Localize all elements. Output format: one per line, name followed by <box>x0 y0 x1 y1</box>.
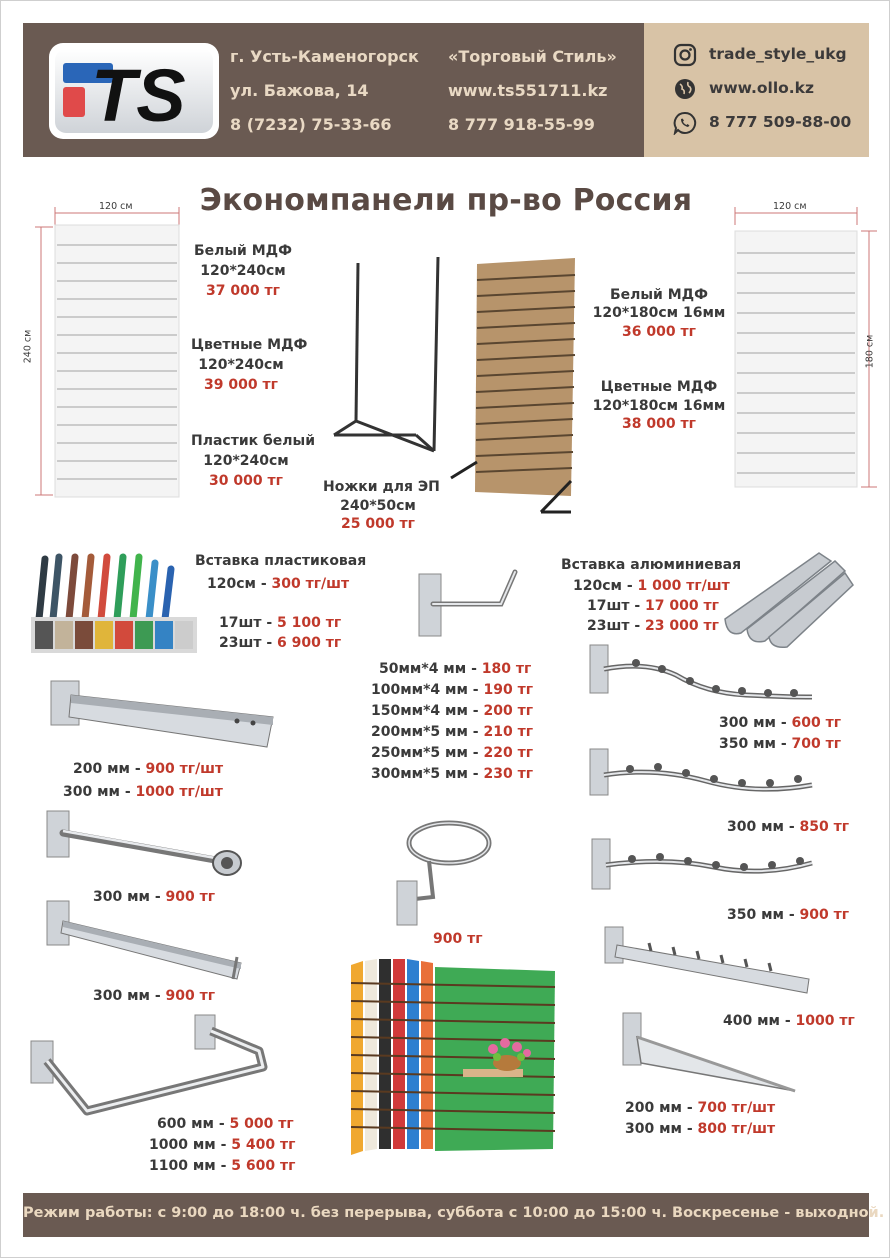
waterfall2-price: 850 тг <box>799 819 850 835</box>
shelf-line1-label: 200 мм - <box>73 761 146 777</box>
right-panel-width-label: 120 см <box>773 201 807 212</box>
u-bracket-line1-label: 600 мм - <box>157 1116 230 1132</box>
u-bracket-line2-price: 5 400 тг <box>231 1137 296 1153</box>
header-street: ул. Бажова, 14 <box>230 81 369 100</box>
waterfall-bracket-1-image <box>586 641 818 711</box>
alu-line3-label: 23шт - <box>587 618 646 634</box>
waterfall1-line2-price: 700 тг <box>791 736 842 752</box>
wood-panel-image <box>441 256 581 516</box>
u-bracket-line3-label: 1100 мм - <box>149 1158 232 1174</box>
left-panel-width-label: 120 см <box>99 201 133 212</box>
plastic-line2-price: 5 100 тг <box>277 615 342 631</box>
plastic-line1-price: 300 тг/шт <box>271 576 350 592</box>
waterfall1-line1-price: 600 тг <box>791 715 842 731</box>
alu-line2-price: 17 000 тг <box>645 598 719 614</box>
rect-bracket-price: 900 тг <box>165 988 216 1004</box>
left-item2-name: Цветные МДФ <box>191 337 308 353</box>
right-item2-size: 120*180см 16мм <box>592 398 726 414</box>
u-bracket-image <box>27 1011 275 1125</box>
waterfall-bracket-2-image <box>586 745 818 811</box>
colored-panels-image <box>347 959 559 1157</box>
ring-holder-price: 900 тг <box>433 931 483 947</box>
header-website[interactable]: www.ts551711.kz <box>448 81 608 100</box>
shelf-bracket-line2-label: 300 мм - <box>625 1121 698 1137</box>
right-item1-price: 36 000 тг <box>622 324 696 340</box>
left-item3-price: 30 000 тг <box>209 473 283 489</box>
whatsapp-icon <box>673 111 697 135</box>
plastic-line1-label: 120см - <box>207 576 272 592</box>
header-whatsapp[interactable]: 8 777 509-88-00 <box>709 113 852 131</box>
waterfall3-label: 350 мм - <box>727 907 800 923</box>
left-item2-price: 39 000 тг <box>204 377 278 393</box>
header-city: г. Усть-Каменогорск <box>230 47 419 66</box>
waterfall2-label: 300 мм - <box>727 819 800 835</box>
globe-icon <box>673 77 697 101</box>
hook3-label: 150мм*4 мм - <box>371 703 484 719</box>
rect-bracket-label: 300 мм - <box>93 988 166 1004</box>
waterfall4-price: 1000 тг <box>795 1013 855 1029</box>
plastic-inserts-image <box>31 553 197 653</box>
panel-legs-image <box>326 253 446 461</box>
legs-price: 25 000 тг <box>341 516 415 532</box>
shelf-bracket-line1-label: 200 мм - <box>625 1100 698 1116</box>
left-item1-price: 37 000 тг <box>206 283 280 299</box>
plastic-line2-label: 17шт - <box>219 615 278 631</box>
header-phone2[interactable]: 8 777 918-55-99 <box>448 115 595 134</box>
left-item1-size: 120*240см <box>200 263 286 279</box>
waterfall1-line1-label: 300 мм - <box>719 715 792 731</box>
waterfall-bracket-3-image <box>586 833 818 899</box>
legs-name: Ножки для ЭП <box>323 479 440 495</box>
header-site2[interactable]: www.ollo.kz <box>709 79 814 97</box>
waterfall1-line2-label: 350 мм - <box>719 736 792 752</box>
waterfall-bracket-4-image <box>599 923 813 999</box>
u-bracket-line3-price: 5 600 тг <box>231 1158 296 1174</box>
hook4-label: 200мм*5 мм - <box>371 724 484 740</box>
plastic-insert-name: Вставка пластиковая <box>195 553 367 569</box>
legs-size: 240*50см <box>340 498 416 514</box>
rect-bracket-image <box>37 895 249 983</box>
right-item1-size: 120*180см 16мм <box>592 305 726 321</box>
hook3-price: 200 тг <box>483 703 534 719</box>
hook5-price: 220 тг <box>483 745 534 761</box>
hook6-price: 230 тг <box>483 766 534 782</box>
shelf-line1-price: 900 тг/шт <box>145 761 224 777</box>
plastic-line3-price: 6 900 тг <box>277 635 342 651</box>
ts-logo-icon <box>49 43 219 139</box>
white-panel-240-image <box>19 201 199 501</box>
header-company: «Торговый Стиль» <box>448 47 617 66</box>
round-bracket-price: 900 тг <box>165 889 216 905</box>
left-item1-name: Белый МДФ <box>193 243 293 259</box>
hook-image <box>411 566 521 646</box>
shelf-bracket-line2-price: 800 тг/шт <box>697 1121 776 1137</box>
hook1-price: 180 тг <box>481 661 532 677</box>
right-panel-height-label: 180 см <box>864 334 876 369</box>
white-panel-180-image <box>727 201 877 491</box>
shelf-line2-label: 300 мм - <box>63 784 136 800</box>
page-title: Экономпанели пр-во Россия <box>199 183 693 218</box>
left-item3-name: Пластик белый <box>191 433 316 449</box>
shelf-line2-price: 1000 тг/шт <box>135 784 223 800</box>
hook1-label: 50мм*4 мм - <box>379 661 482 677</box>
working-hours: Режим работы: с 9:00 до 18:00 ч. без перерыва, суббота с 10:00 до 15:00 ч. Воскресенье - выходной. <box>23 1205 885 1221</box>
plastic-line3-label: 23шт - <box>219 635 278 651</box>
ring-holder-image <box>393 817 493 929</box>
hook2-label: 100мм*4 мм - <box>371 682 484 698</box>
right-item1-name: Белый МДФ <box>609 287 709 303</box>
waterfall4-label: 400 мм - <box>723 1013 796 1029</box>
right-item2-name: Цветные МДФ <box>600 379 718 395</box>
triangle-shelf-bracket-image <box>617 1009 801 1097</box>
alu-insert-name: Вставка алюминиевая <box>561 557 742 573</box>
alu-line1-label: 120см - <box>573 578 638 594</box>
header-phone1[interactable]: 8 (7232) 75-33-66 <box>230 115 392 134</box>
alu-line2-label: 17шт - <box>587 598 646 614</box>
shelf-bracket-image <box>41 677 281 757</box>
hook5-label: 250мм*5 мм - <box>371 745 484 761</box>
instagram-icon <box>673 43 697 67</box>
hook6-label: 300мм*5 мм - <box>371 766 484 782</box>
header-banner <box>23 23 869 157</box>
hook4-price: 210 тг <box>483 724 534 740</box>
round-bracket-label: 300 мм - <box>93 889 166 905</box>
shelf-bracket-line1-price: 700 тг/шт <box>697 1100 776 1116</box>
right-item2-price: 38 000 тг <box>622 416 696 432</box>
left-item2-size: 120*240см <box>198 357 284 373</box>
u-bracket-line1-price: 5 000 тг <box>229 1116 294 1132</box>
alu-line1-price: 1 000 тг/шт <box>637 578 730 594</box>
waterfall3-price: 900 тг <box>799 907 850 923</box>
hook2-price: 190 тг <box>483 682 534 698</box>
left-panel-height-label: 240 см <box>22 329 34 364</box>
round-bracket-image <box>37 807 249 885</box>
header-instagram[interactable]: trade_style_ukg <box>709 45 847 63</box>
footer-banner <box>23 1193 885 1237</box>
u-bracket-line2-label: 1000 мм - <box>149 1137 232 1153</box>
left-item3-size: 120*240см <box>203 453 289 469</box>
alu-inserts-image <box>721 549 855 649</box>
svg-text:TS: TS <box>91 54 186 137</box>
alu-line3-price: 23 000 тг <box>645 618 719 634</box>
